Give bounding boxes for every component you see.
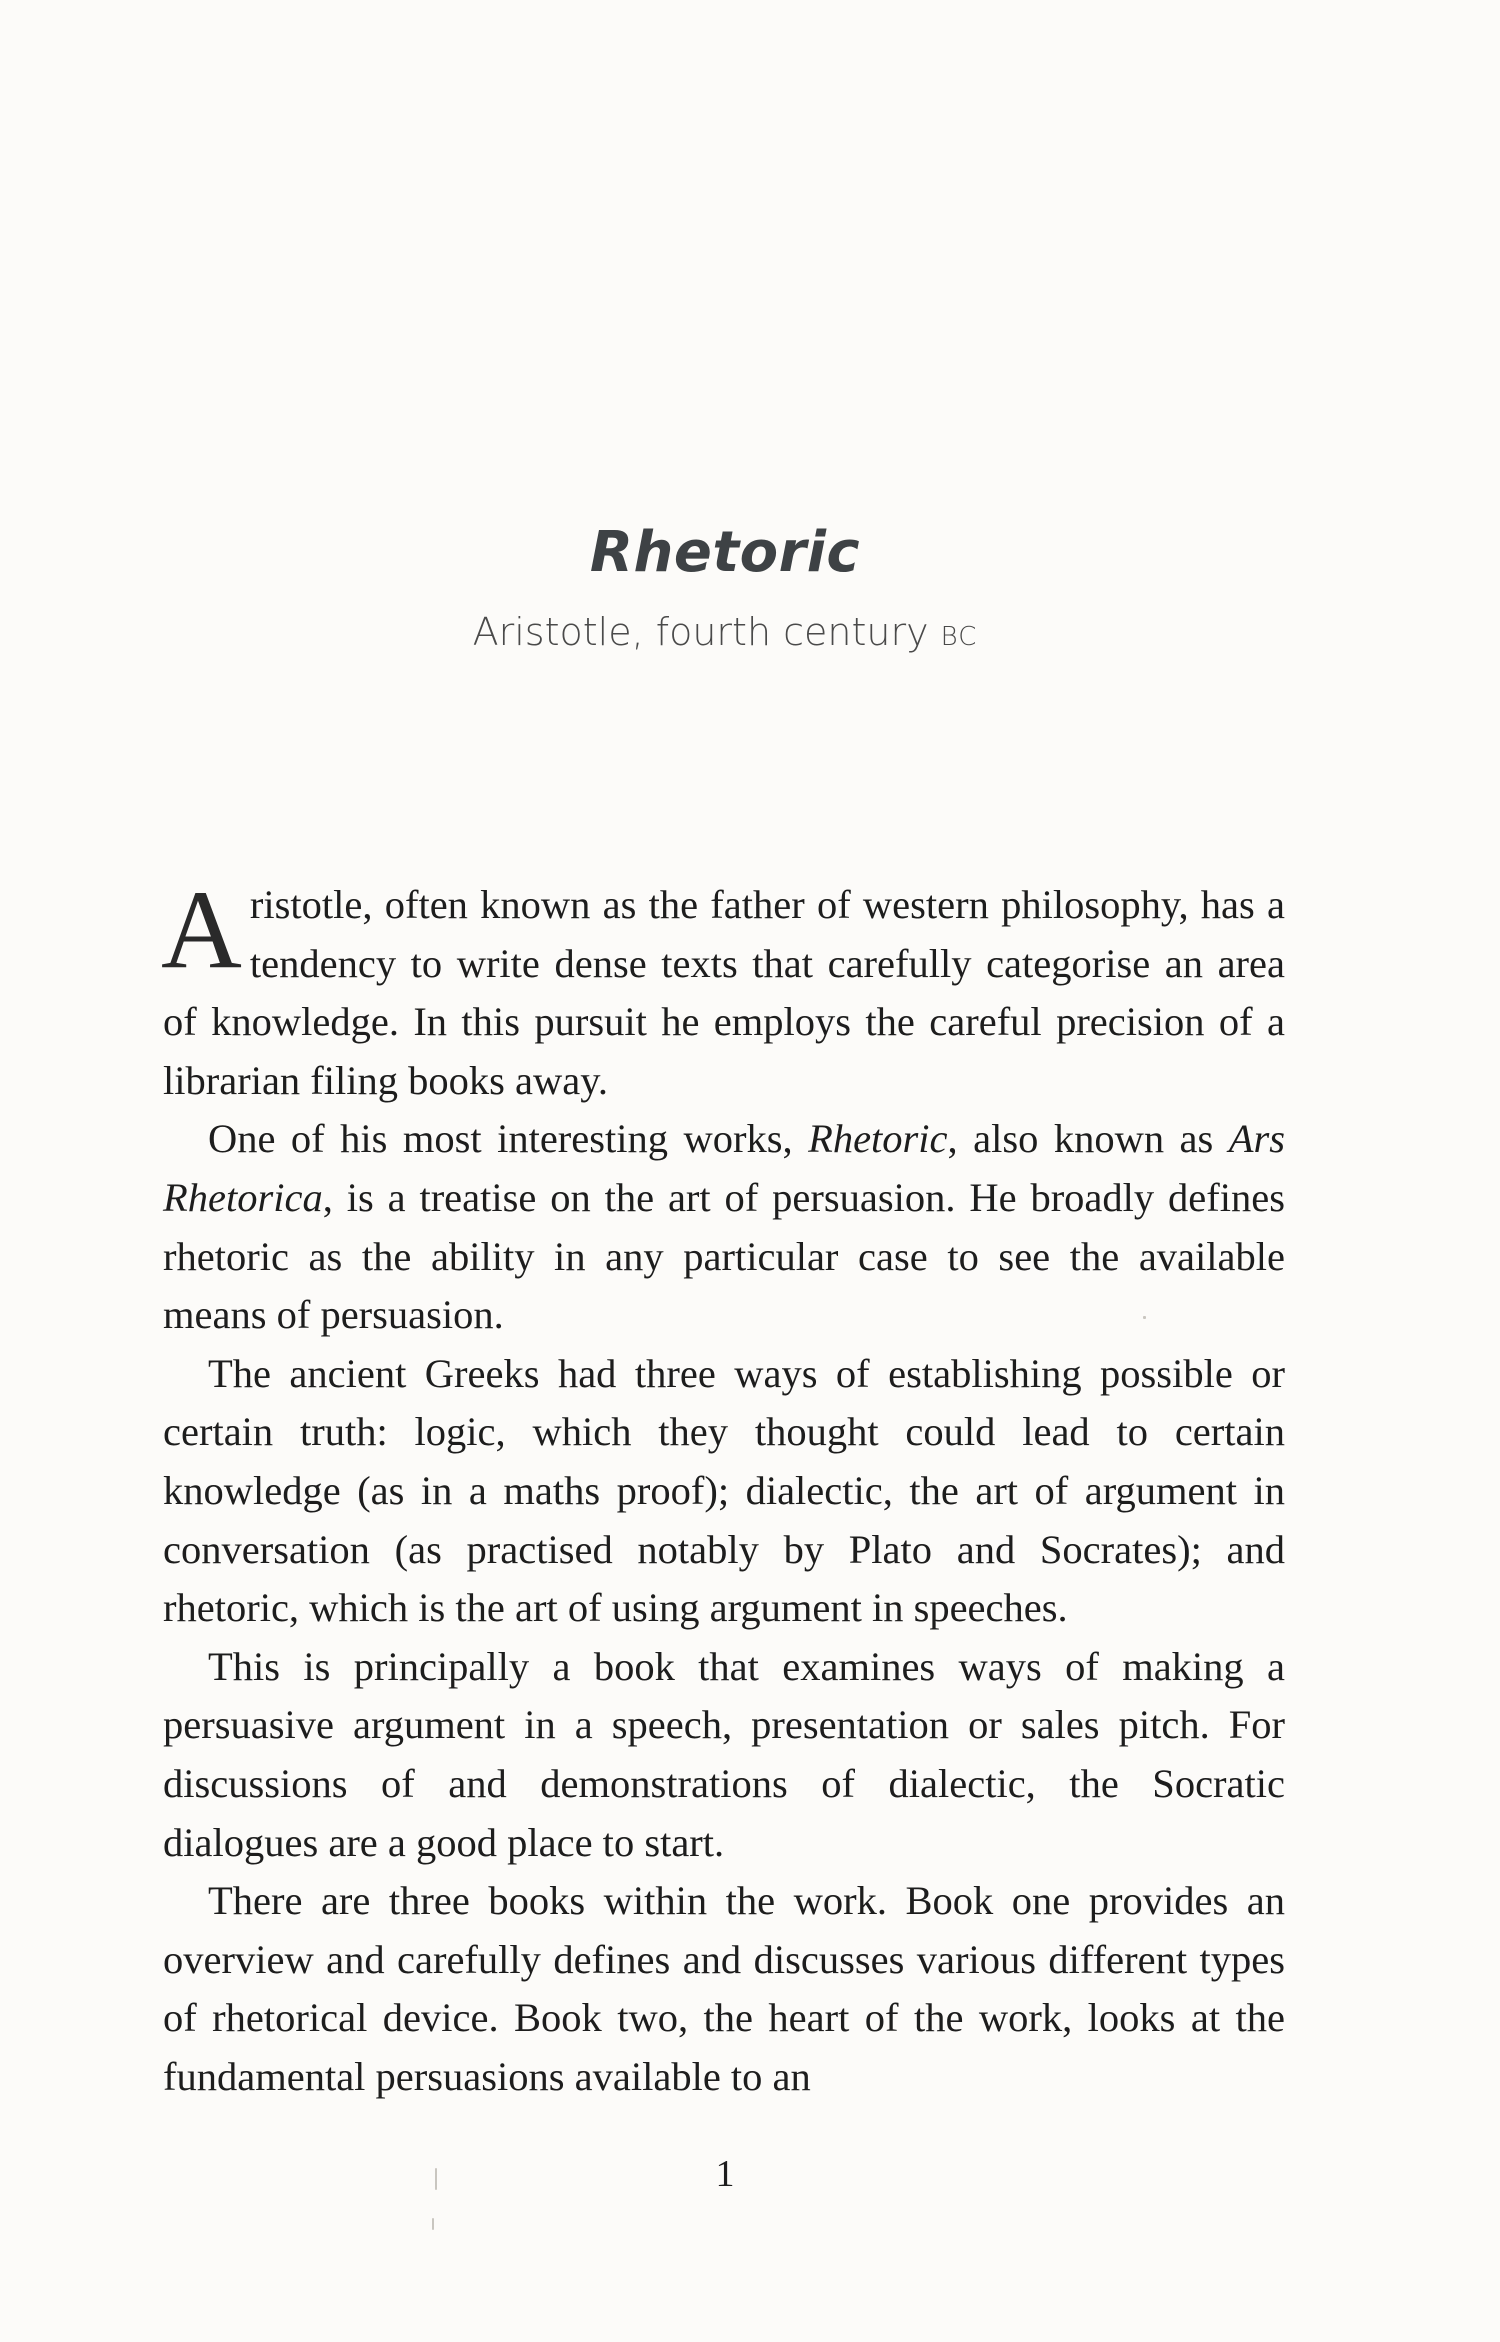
paragraph-2-text-c: , is a treatise on the art of persuasion. He broadly defines rhetoric as the ability in any particular case to see the available means of persuasion.	[163, 1174, 1285, 1338]
chapter-subtitle	[0, 610, 1450, 654]
work-title-rhetoric: Rhetoric	[808, 1116, 948, 1162]
author-line: Aristotle, fourth century	[472, 610, 941, 654]
scan-speck	[435, 2168, 437, 2190]
era-label: BC	[940, 622, 978, 652]
scan-speck	[432, 2218, 434, 2230]
scan-speck	[1143, 1316, 1146, 1319]
paragraph-4: This is principally a book that examines ways of making a persuasive argument in a speech, presentation or sales pitch. For discussions of and demonstrations of dialectic, the Socratic dialogues are a good place to start.	[163, 1643, 1285, 1865]
page-number: 1	[715, 2153, 735, 2195]
paragraph-2	[163, 1110, 1285, 1344]
body-text	[161, 868, 1285, 2106]
work-title-ars-rhetorica: Ars Rhetorica	[163, 1116, 1285, 1220]
paragraph-1-text: ristotle, often known as the father of western philosophy, has a tendency to write dense texts that carefully categorise an area of knowledge. In this pursuit he employs the careful precision of a librarian filing books away.	[163, 882, 1285, 1103]
paragraph-2-text-b: , also known as	[947, 1116, 1229, 1162]
paragraph-1	[161, 868, 1285, 1110]
paragraph-5: There are three books within the work. Book one provides an overview and carefully defines and discusses various different types of rhetorical device. Book two, the heart of the work, looks at the fundamental persuasions available to an	[163, 1878, 1285, 2099]
chapter-title: Rhetoric	[589, 520, 861, 585]
paragraph-2-text-a: One of his most interesting works,	[208, 1116, 809, 1162]
paragraph-3: The ancient Greeks had three ways of establishing possible or certain truth: logic, which they thought could lead to certain knowledge (as in a maths proof); dialectic, the art of argument in conversation (as practised notably by Plato and Socrates); and rhetoric, which is the art of using argument in speeches.	[163, 1350, 1285, 1631]
drop-cap: A	[161, 868, 242, 992]
